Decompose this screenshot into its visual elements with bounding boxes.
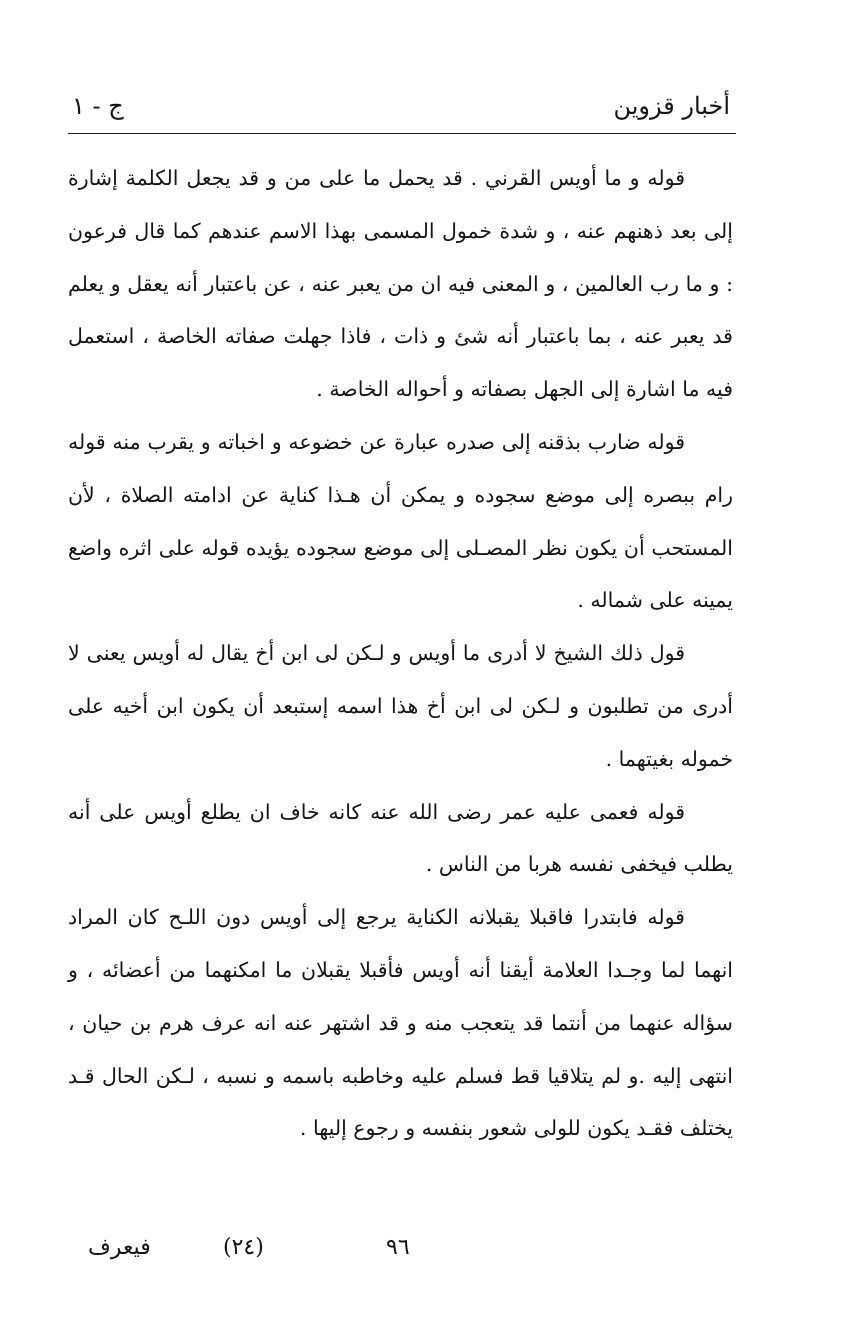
paragraph: قوله ضارب بذقنه إلى صدره عبارة عن خضوعه و اخباته و يقرب منه قوله رام ببصره إلى موضع سجوده و يمكن أن هـذا كناية عن ادامته الصلاة ، لأن المستحب أن يكون نظر المصـلى إلى موضع سجوده يؤيده قوله على اثره واضع يمينه على شماله . (68, 429, 733, 613)
page-number: ٩٦ (386, 1235, 410, 1260)
body-text (68, 152, 733, 1155)
sheet-number: (٢٤) (223, 1235, 264, 1260)
header-rule (68, 133, 736, 134)
catchword: فيعرف (88, 1235, 151, 1260)
page-footer (68, 1228, 736, 1268)
running-title: أخبار قزوين (613, 92, 730, 120)
running-header (68, 86, 736, 126)
paragraph: قوله فعمى عليه عمر رضى الله عنه كانه خاف ان يطلع أويس على أنه يطلب فيخفى نفسه هربا من الناس . (68, 799, 733, 877)
volume-number: ج - ١ (72, 92, 124, 120)
paragraph: قول ذلك الشيخ لا أدرى ما أويس و لـكن لى ابن أخ يقال له أويس يعنى لا أدرى من تطلبون و لـكن لى ابن أخ هذا اسمه إستبعد أن يكون ابن أخيه على خموله بغيتهما . (68, 641, 733, 771)
paragraph: قوله فابتدرا فاقبلا يقبلانه الكناية يرجع إلى أويس دون اللـح كان المراد انهما لما وجـدا العلامة أيقنا أنه أويس فأقبلا يقبلان ما امكنهما من أعضائه ، و سؤاله عنهما من أنتما قد يتعجب منه و قد اشتهر عنه انه عرف هرم بن حيان ، انتهى إليه .و لم يتلاقيا قط فسلم عليه وخاطبه باسمه و نسبه ، لـكن الحال قـد يختلف فقـد يكون للولى شعور بنفسه و رجوع إليها . (68, 905, 733, 1141)
paragraph: قوله و ما أويس القرني . قد يحمل ما على من و قد يجعل الكلمة إشارة إلى بعد ذهنهم عنه ، و شدة خمول المسمى بهذا الاسم عندهم كما قال فرعون : و ما رب العالمين ، و المعنى فيه ان من يعبر عنه ، عن باعتبار أنه يعقل و يعلم قد يعبر عنه ، بما باعتبار أنه شئ و ذات ، فاذا جهلت صفاته الخاصة ، استعمل فيه ما اشارة إلى الجهل بصفاته و أحواله الخاصة . (68, 166, 733, 402)
